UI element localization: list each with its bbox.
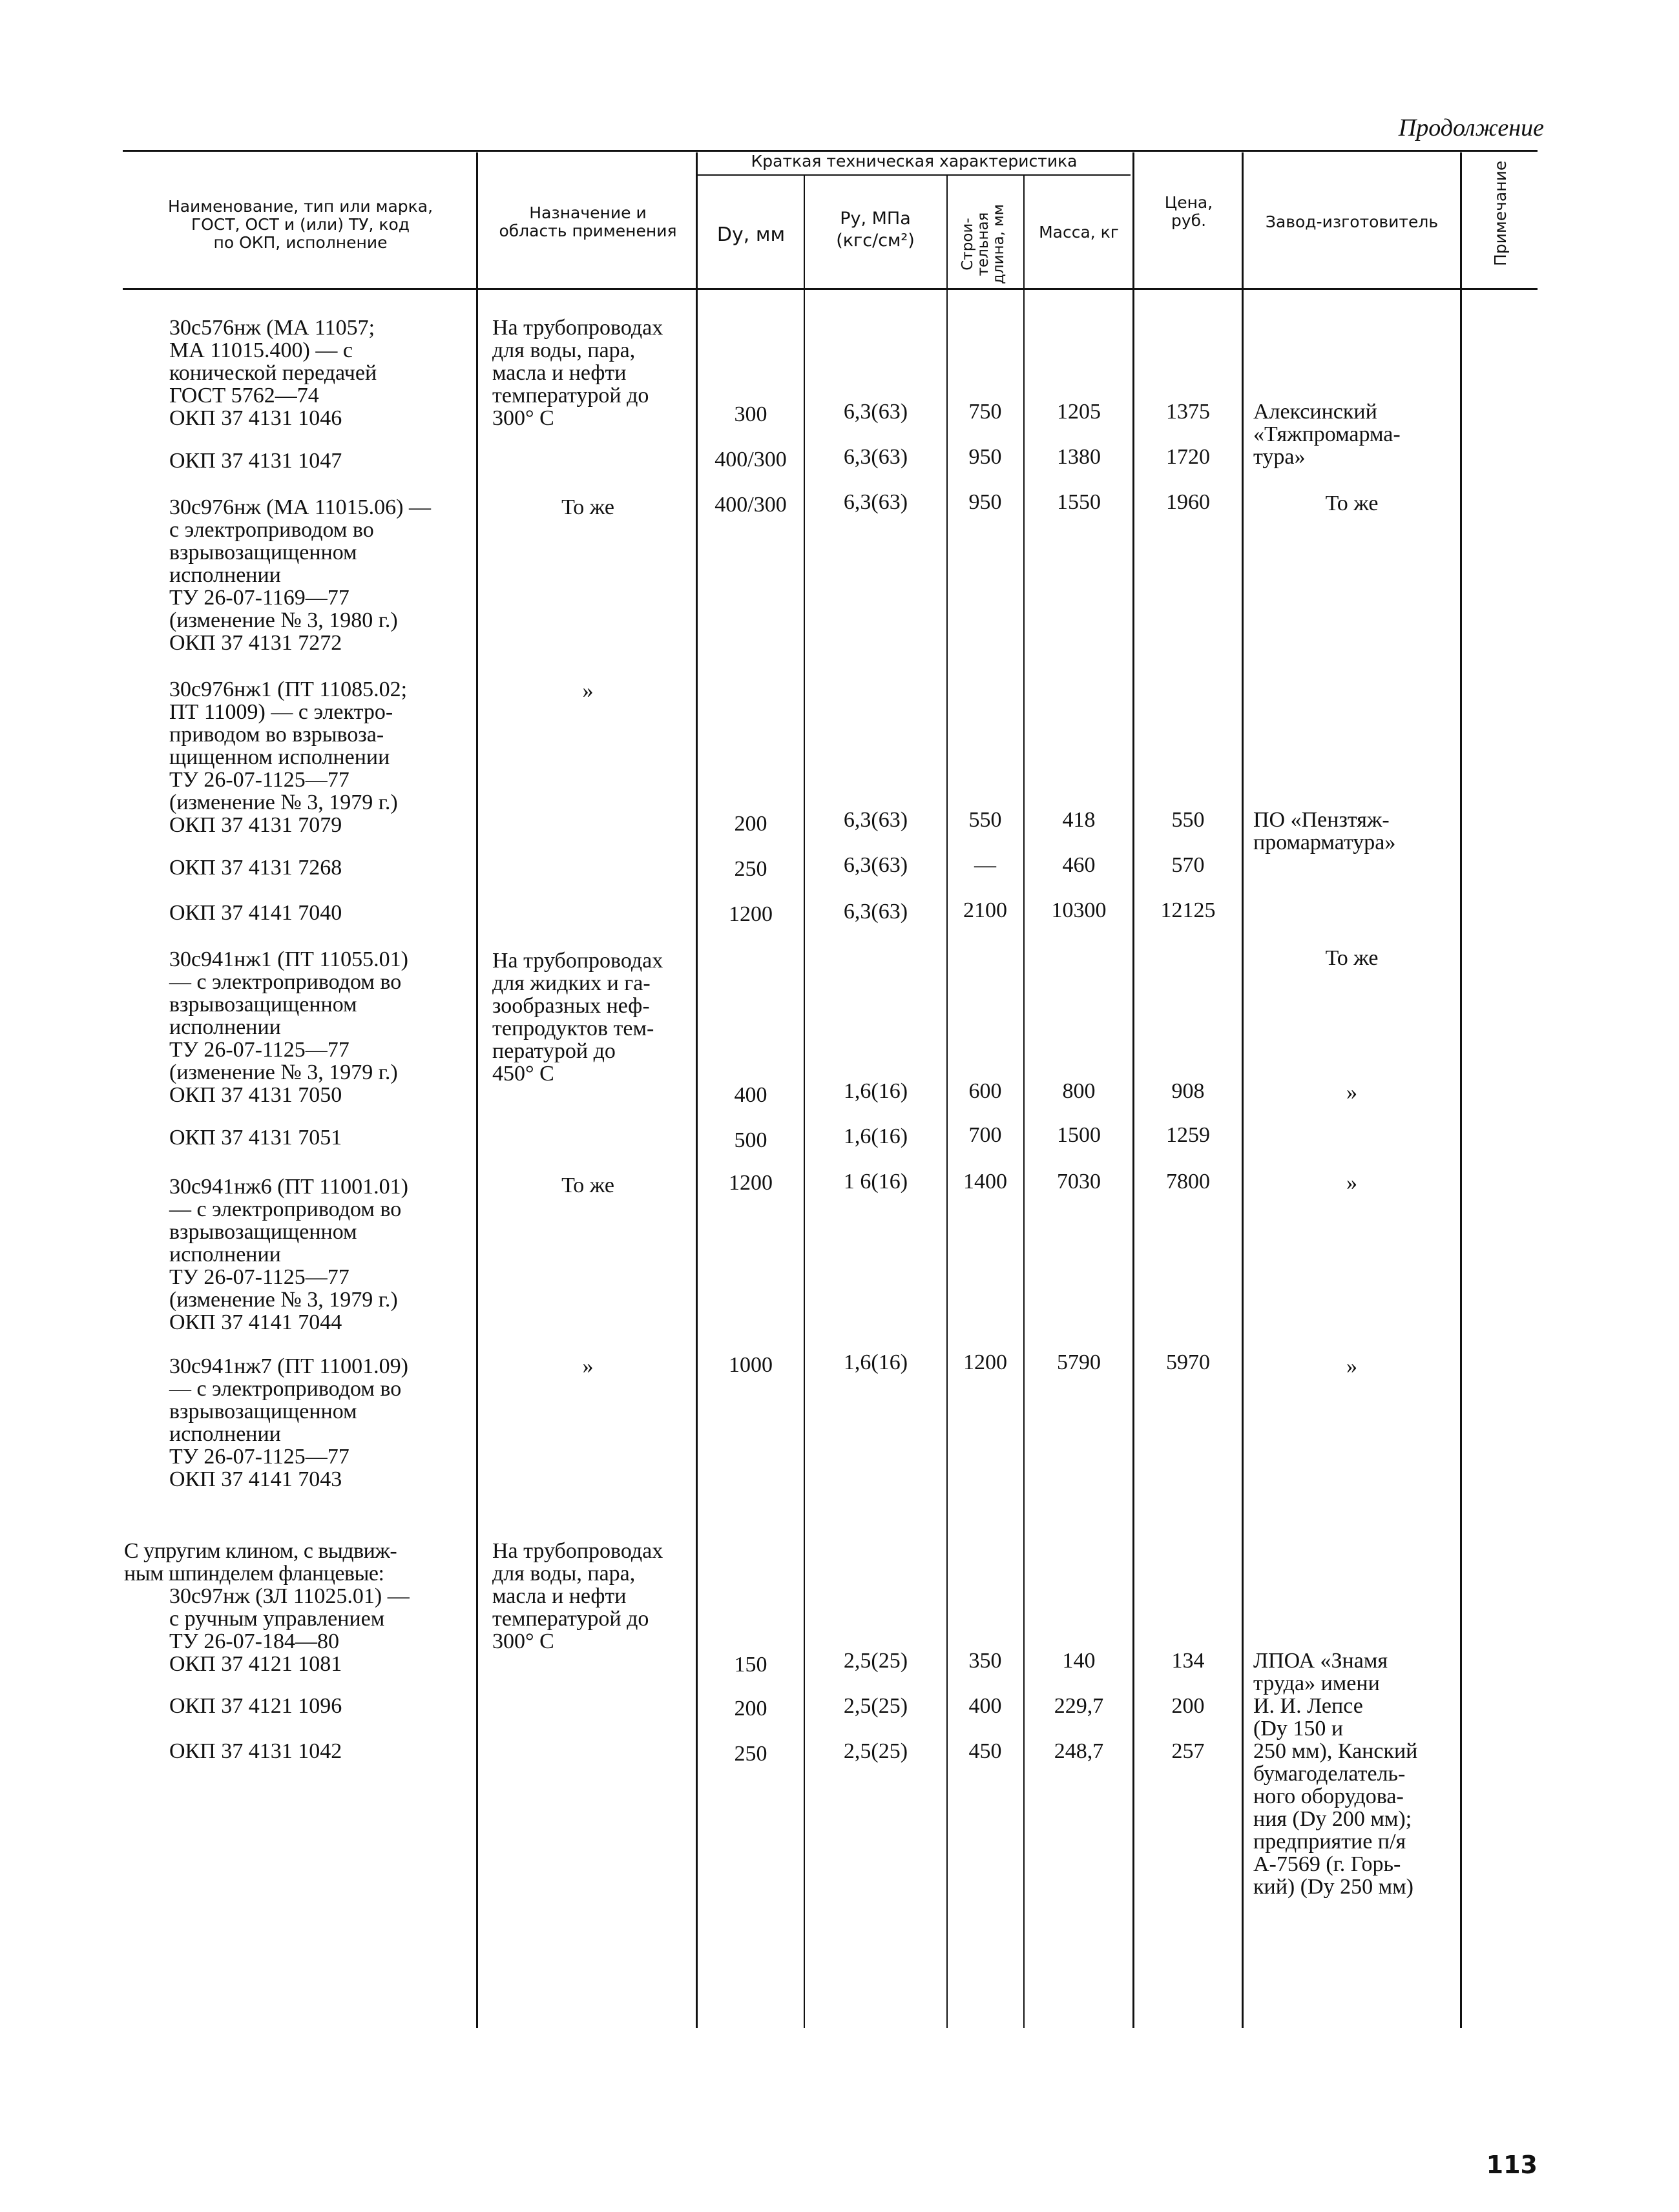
- row1-dy: 300: [734, 402, 767, 426]
- row10-mass: 5790: [1057, 1350, 1101, 1374]
- row12-name: ОКП 37 4121 1096: [169, 1694, 342, 1718]
- col-rule-8: [1460, 152, 1462, 2028]
- continuation-label: Продолжение: [1398, 114, 1544, 141]
- row3-plant: То же: [1325, 491, 1379, 515]
- row4-plant: ПО «Пензтяж- промарматура»: [1253, 808, 1396, 854]
- header-name: Наименование, тип или марка, ГОСТ, ОСТ и (или) ТУ, код по ОКП, исполнение: [167, 197, 433, 252]
- row7-length: 600: [968, 1079, 1002, 1103]
- row1-mass: 1205: [1057, 400, 1101, 424]
- col-rule-6: [1132, 152, 1134, 2028]
- row4-mass: 418: [1062, 808, 1096, 832]
- col-rule-4: [946, 176, 948, 2028]
- row7-price: 908: [1171, 1079, 1205, 1103]
- row3-dy: 400/300: [714, 493, 787, 517]
- row6-py: 6,3(63): [843, 900, 908, 924]
- col-rule-3: [804, 176, 805, 2028]
- row5-price: 570: [1171, 853, 1205, 877]
- row9-name: 30с941нж6 (ПТ 11001.01) — с электроприводом во взрывозащищенном исполнении ТУ 26-07-1125—77 (изменение № 3, 1979 г.) ОКП 37 4141 7044: [169, 1175, 408, 1334]
- row8-name: ОКП 37 4131 7051: [169, 1126, 342, 1150]
- row6-mass: 10300: [1051, 898, 1107, 922]
- row13-py: 2,5(25): [843, 1739, 908, 1763]
- row11-dy: 150: [734, 1653, 767, 1677]
- row11-plant: ЛПОА «Знамя труда» имени И. И. Лепсе (Dy 150 и 250 мм), Канский бумагоделатель- ного оборудова- ния (Dy 200 мм); предприятие п/я А-7569 (г. Горь- кий) (Dy 250 мм): [1253, 1649, 1418, 1899]
- row6-price: 12125: [1160, 898, 1216, 922]
- header-dy: Dy, мм: [716, 223, 786, 246]
- row4-py: 6,3(63): [843, 808, 908, 832]
- row2-length: 950: [968, 445, 1002, 469]
- col-rule-7: [1242, 152, 1244, 2028]
- row2-py: 6,3(63): [843, 445, 908, 469]
- row9-mass: 7030: [1057, 1170, 1101, 1194]
- col-rule-1: [476, 152, 478, 2028]
- row5-name: ОКП 37 4131 7268: [169, 856, 342, 880]
- row9-py: 1 6(16): [843, 1170, 908, 1194]
- row12-mass: 229,7: [1054, 1694, 1104, 1718]
- row7-name: 30с941нж1 (ПТ 11055.01) — с электроприводом во взрывозащищенном исполнении ТУ 26-07-1125—77 (изменение № 3, 1979 г.) ОКП 37 4131 7050: [169, 947, 408, 1107]
- header-note: Примечание: [1491, 160, 1510, 266]
- row8-mass: 1500: [1057, 1123, 1101, 1147]
- row1-length: 750: [968, 400, 1002, 424]
- tech-group-rule: [698, 174, 1131, 176]
- header-mass: Масса, кг: [1039, 223, 1119, 242]
- row6-dy: 1200: [729, 902, 773, 926]
- row3-purpose: То же: [561, 495, 614, 519]
- row5-mass: 460: [1062, 853, 1096, 877]
- row9-dy: 1200: [729, 1171, 773, 1195]
- col-rule-5: [1023, 176, 1025, 2028]
- row4-length: 550: [968, 808, 1002, 832]
- row5-length: —: [974, 853, 996, 877]
- row10-dy: 1000: [729, 1353, 773, 1377]
- row7-purpose: На трубопроводах для жидких и га- зообразных неф- тепродуктов тем- пературой до 450° С: [492, 949, 663, 1086]
- row7-dy: 400: [734, 1083, 767, 1107]
- row9-price: 7800: [1166, 1170, 1210, 1194]
- row10-name: 30с941нж7 (ПТ 11001.09) — с электроприводом во взрывозащищенном исполнении ТУ 26-07-1125—77 ОКП 37 4141 7043: [169, 1354, 408, 1491]
- row10-plant: »: [1346, 1354, 1357, 1378]
- row12-dy: 200: [734, 1697, 767, 1721]
- header-tech-group: Краткая техническая характеристика: [751, 152, 1078, 171]
- row6-length: 2100: [963, 898, 1007, 922]
- row3-mass: 1550: [1057, 490, 1101, 514]
- row11-length: 350: [968, 1649, 1002, 1673]
- row4-dy: 200: [734, 812, 767, 836]
- row5-dy: 250: [734, 857, 767, 881]
- row9-purpose: То же: [561, 1173, 614, 1197]
- header-purpose: Назначение и область применения: [499, 203, 677, 240]
- row11-price: 134: [1171, 1649, 1205, 1673]
- row1-name: 30с576нж (МА 11057; МА 11015.400) — с конической передачей ГОСТ 5762—74 ОКП 37 4131 1046: [169, 316, 377, 430]
- row2-mass: 1380: [1057, 445, 1101, 469]
- row11-mass: 140: [1062, 1649, 1096, 1673]
- row2-name: ОКП 37 4131 1047: [169, 449, 342, 473]
- row7-py: 1,6(16): [843, 1079, 908, 1103]
- row10-py: 1,6(16): [843, 1350, 908, 1374]
- row3-length: 950: [968, 490, 1002, 514]
- row11-name: 30с97нж (ЗЛ 11025.01) — с ручным управлением ТУ 26-07-184—80 ОКП 37 4121 1081: [169, 1584, 410, 1676]
- row2-dy: 400/300: [714, 448, 787, 471]
- header-price: Цена, руб.: [1164, 193, 1213, 230]
- row12-py: 2,5(25): [843, 1694, 908, 1718]
- row11-purpose: На трубопроводах для воды, пара, масла и нефти температурой до 300° С: [492, 1539, 663, 1653]
- row1-py: 6,3(63): [843, 400, 908, 424]
- row4-purpose: »: [582, 679, 594, 703]
- row10-price: 5970: [1166, 1350, 1210, 1374]
- row8-py: 1,6(16): [843, 1124, 908, 1148]
- row3-name: 30с976нж (МА 11015.06) — с электроприводом во взрывозащищенном исполнении ТУ 26-07-1169—77 (изменение № 3, 1980 г.) ОКП 37 4131 7272: [169, 495, 431, 655]
- col-rule-2: [696, 152, 698, 2028]
- row8-length: 700: [968, 1123, 1002, 1147]
- row1-price: 1375: [1166, 400, 1210, 424]
- row2-price: 1720: [1166, 445, 1210, 469]
- header-bottom-rule: [123, 288, 1538, 290]
- row3-price: 1960: [1166, 490, 1210, 514]
- row10-purpose: »: [582, 1354, 594, 1378]
- row1-plant: Алексинский «Тяжпромарма- тура»: [1253, 400, 1401, 469]
- row13-price: 257: [1171, 1739, 1205, 1763]
- header-py: Py, МПа (кгс/см²): [836, 209, 915, 251]
- row5-py: 6,3(63): [843, 853, 908, 877]
- header-length: Строи- тельная длина, мм: [959, 204, 1007, 285]
- row11-py: 2,5(25): [843, 1649, 908, 1673]
- row9-plant: »: [1346, 1171, 1357, 1195]
- row11-group-heading: С упругим клином, с выдвиж- ным шпинделем фланцевые:: [124, 1539, 397, 1586]
- row8-price: 1259: [1166, 1123, 1210, 1147]
- row10-length: 1200: [963, 1350, 1007, 1374]
- row12-length: 400: [968, 1694, 1002, 1718]
- row7-mass: 800: [1062, 1079, 1096, 1103]
- row4-price: 550: [1171, 808, 1205, 832]
- page-number: 113: [1486, 2151, 1538, 2179]
- header-plant: Завод-изготовитель: [1265, 212, 1439, 231]
- row1-purpose: На трубопроводах для воды, пара, масла и нефти температурой до 300° С: [492, 316, 663, 430]
- row13-name: ОКП 37 4131 1042: [169, 1739, 342, 1763]
- row13-mass: 248,7: [1054, 1739, 1104, 1763]
- row3-py: 6,3(63): [843, 490, 908, 514]
- row7-plant-top: То же: [1325, 946, 1379, 970]
- row4-name: 30с976нж1 (ПТ 11085.02; ПТ 11009) — с электро- приводом во взрывоза- щищенном исполнении ТУ 26-07-1125—77 (изменение № 3, 1979 г.) ОКП 37 4131 7079: [169, 677, 408, 837]
- row9-length: 1400: [963, 1170, 1007, 1194]
- row6-name: ОКП 37 4141 7040: [169, 901, 342, 925]
- row12-price: 200: [1171, 1694, 1205, 1718]
- row13-length: 450: [968, 1739, 1002, 1763]
- row8-dy: 500: [734, 1128, 767, 1152]
- row7-plant: »: [1346, 1080, 1357, 1104]
- row13-dy: 250: [734, 1742, 767, 1766]
